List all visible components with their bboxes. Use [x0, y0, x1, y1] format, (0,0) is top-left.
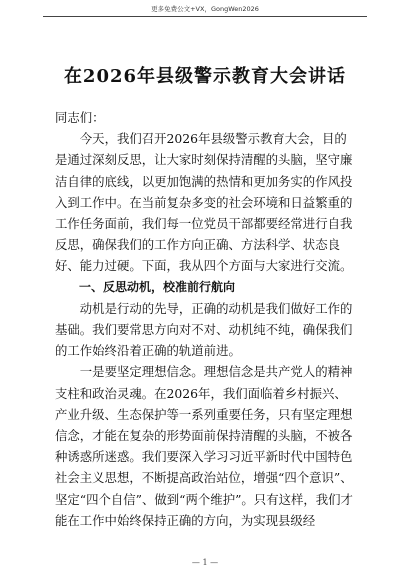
salutation: 同志们： [55, 110, 105, 125]
document-body [55, 107, 355, 531]
paragraph: 一是要坚定理想信念。理想信念是共产党人的精神支柱和政治灵魂。在2026年，我们面临着乡村振兴、产业升级、生态保护等一系列重要任务，只有坚定理想信念，才能在复杂的形势面前保持清醒的头脑，不被各种诱惑所迷惑。我们要深入学习习近平新时代中国特色社会主义思想，不断提高政治站位，增强“四个意识”、坚定“四个自信”、做到“两个维护”。只有这样，我们才能在工作中始终保持正确的方向，为实现县级经 [55, 364, 353, 528]
paragraph: 动机是行动的先导，正确的动机是我们做好工作的基础。我们要常思方向对不对、动机纯不纯，确保我们的工作始终沿着正确的轨道前进。 [55, 300, 353, 359]
header-note: 更多免费公文+VX，GongWen2026 [151, 5, 259, 13]
section-heading: 一、反思动机，校准前行航向 [79, 279, 236, 294]
page-number: — 1 — [191, 558, 219, 567]
document-title: 在2026年县级警示教育大会讲话 [63, 66, 347, 87]
paragraph: 今天，我们召开2026年县级警示教育大会，目的是通过深刻反思，让大家时刻保持清醒的头脑，坚守廉洁自律的底线，以更加饱满的热情和更加务实的作风投入到工作中。在当前复杂多变的社会环境和日益繁重的工作任务面前，我们每一位党员干部都要经常进行自我反思，确保我们的工作方向正确、方法科学、状态良好、能力过硬。下面，我从四个方面与大家进行交流。 [55, 131, 353, 274]
header-divider [43, 16, 367, 17]
